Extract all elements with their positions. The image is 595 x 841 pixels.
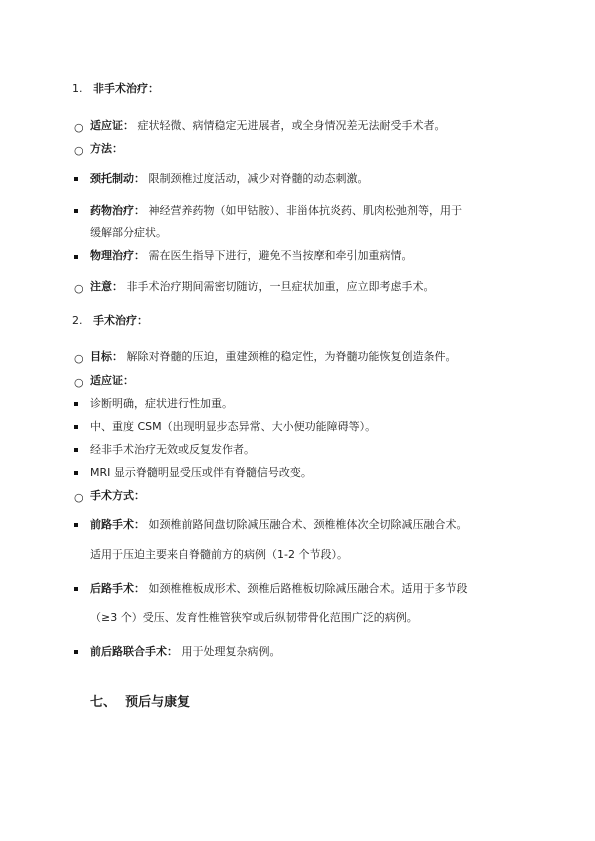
s1-indications bbox=[90, 118, 446, 134]
circle-bullet-icon: ○ bbox=[74, 282, 84, 295]
s2-goal bbox=[90, 349, 457, 365]
square-bullet-icon bbox=[74, 177, 78, 181]
s1-note-text: 非手术治疗期间需密切随访，一旦症状加重，应立即考虑手术。 bbox=[126, 280, 435, 293]
circle-bullet-icon: ○ bbox=[74, 376, 84, 389]
s2-posterior bbox=[90, 581, 468, 597]
s2-combined bbox=[90, 644, 281, 660]
section-1-title: 非手术治疗： bbox=[93, 82, 159, 95]
chapter-7-heading bbox=[90, 694, 190, 712]
s1-indications-label: 适应证： bbox=[90, 119, 134, 132]
s1-note-label: 注意： bbox=[90, 280, 123, 293]
s1-drug-label: 药物治疗： bbox=[90, 204, 145, 217]
circle-bullet-icon: ○ bbox=[74, 121, 84, 134]
square-bullet-icon bbox=[74, 255, 78, 259]
s2-approach bbox=[90, 488, 145, 504]
s2-indications-label: 适应证： bbox=[90, 374, 134, 387]
square-bullet-icon bbox=[74, 650, 78, 654]
s2-anterior bbox=[90, 517, 468, 533]
s1-methods bbox=[90, 141, 123, 157]
s2-combined-text: 用于处理复杂病例。 bbox=[181, 645, 281, 658]
section-2-heading bbox=[72, 313, 148, 329]
s2-ind-item: 中、重度 CSM（出现明显步态异常、大小便功能障碍等）。 bbox=[90, 420, 377, 433]
section-2-number: 2. bbox=[72, 314, 83, 327]
section-1-number: 1. bbox=[72, 82, 83, 95]
s2-posterior-continuation: （≥3 个）受压、发育性椎管狭窄或后纵韧带骨化范围广泛的病例。 bbox=[90, 611, 418, 624]
square-bullet-icon bbox=[74, 209, 78, 213]
square-bullet-icon bbox=[74, 425, 78, 429]
square-bullet-icon bbox=[74, 402, 78, 406]
s1-physio bbox=[90, 248, 413, 264]
square-bullet-icon bbox=[74, 448, 78, 452]
s2-goal-text: 解除对脊髓的压迫，重建颈椎的稳定性，为脊髓功能恢复创造条件。 bbox=[126, 350, 457, 363]
s2-indications bbox=[90, 373, 134, 389]
section-2-title: 手术治疗： bbox=[93, 314, 148, 327]
circle-bullet-icon: ○ bbox=[74, 144, 84, 157]
s2-anterior-text: 如颈椎前路间盘切除减压融合术、颈椎椎体次全切除减压融合术。 bbox=[148, 518, 468, 531]
s1-physio-label: 物理治疗： bbox=[90, 249, 145, 262]
s1-collar-text: 限制颈椎过度活动，减少对脊髓的动态刺激。 bbox=[148, 172, 369, 185]
chapter-7-number: 七、 bbox=[90, 695, 117, 710]
s1-collar-label: 颈托制动： bbox=[90, 172, 145, 185]
s1-physio-text: 需在医生指导下进行，避免不当按摩和牵引加重病情。 bbox=[148, 249, 413, 262]
s1-methods-label: 方法： bbox=[90, 142, 123, 155]
s2-ind-item: 经非手术治疗无效或反复发作者。 bbox=[90, 443, 255, 456]
s2-ind-item: MRI 显示脊髓明显受压或伴有脊髓信号改变。 bbox=[90, 466, 312, 479]
s2-posterior-label: 后路手术： bbox=[90, 582, 145, 595]
circle-bullet-icon: ○ bbox=[74, 491, 84, 504]
s1-note bbox=[90, 279, 435, 295]
chapter-7-title: 预后与康复 bbox=[125, 695, 191, 710]
s2-posterior-text: 如颈椎椎板成形术、颈椎后路椎板切除减压融合术。适用于多节段 bbox=[148, 582, 468, 595]
s2-goal-label: 目标： bbox=[90, 350, 123, 363]
s2-anterior-label: 前路手术： bbox=[90, 518, 145, 531]
s2-combined-label: 前后路联合手术： bbox=[90, 645, 178, 658]
square-bullet-icon bbox=[74, 523, 78, 527]
s1-indications-text: 症状轻微、病情稳定无进展者，或全身情况差无法耐受手术者。 bbox=[137, 119, 446, 132]
square-bullet-icon bbox=[74, 587, 78, 591]
s2-anterior-continuation: 适用于压迫主要来自脊髓前方的病例（1-2 个节段）。 bbox=[90, 548, 348, 561]
s1-collar bbox=[90, 171, 369, 187]
s1-drug-continuation: 缓解部分症状。 bbox=[90, 226, 167, 239]
circle-bullet-icon: ○ bbox=[74, 352, 84, 365]
section-1-heading bbox=[72, 81, 159, 97]
s1-drug bbox=[90, 203, 462, 219]
s2-approach-label: 手术方式： bbox=[90, 489, 145, 502]
s2-ind-item: 诊断明确，症状进行性加重。 bbox=[90, 397, 233, 410]
square-bullet-icon bbox=[74, 471, 78, 475]
s1-drug-text: 神经营养药物（如甲钴胺）、非甾体抗炎药、肌肉松弛剂等，用于 bbox=[148, 204, 462, 217]
